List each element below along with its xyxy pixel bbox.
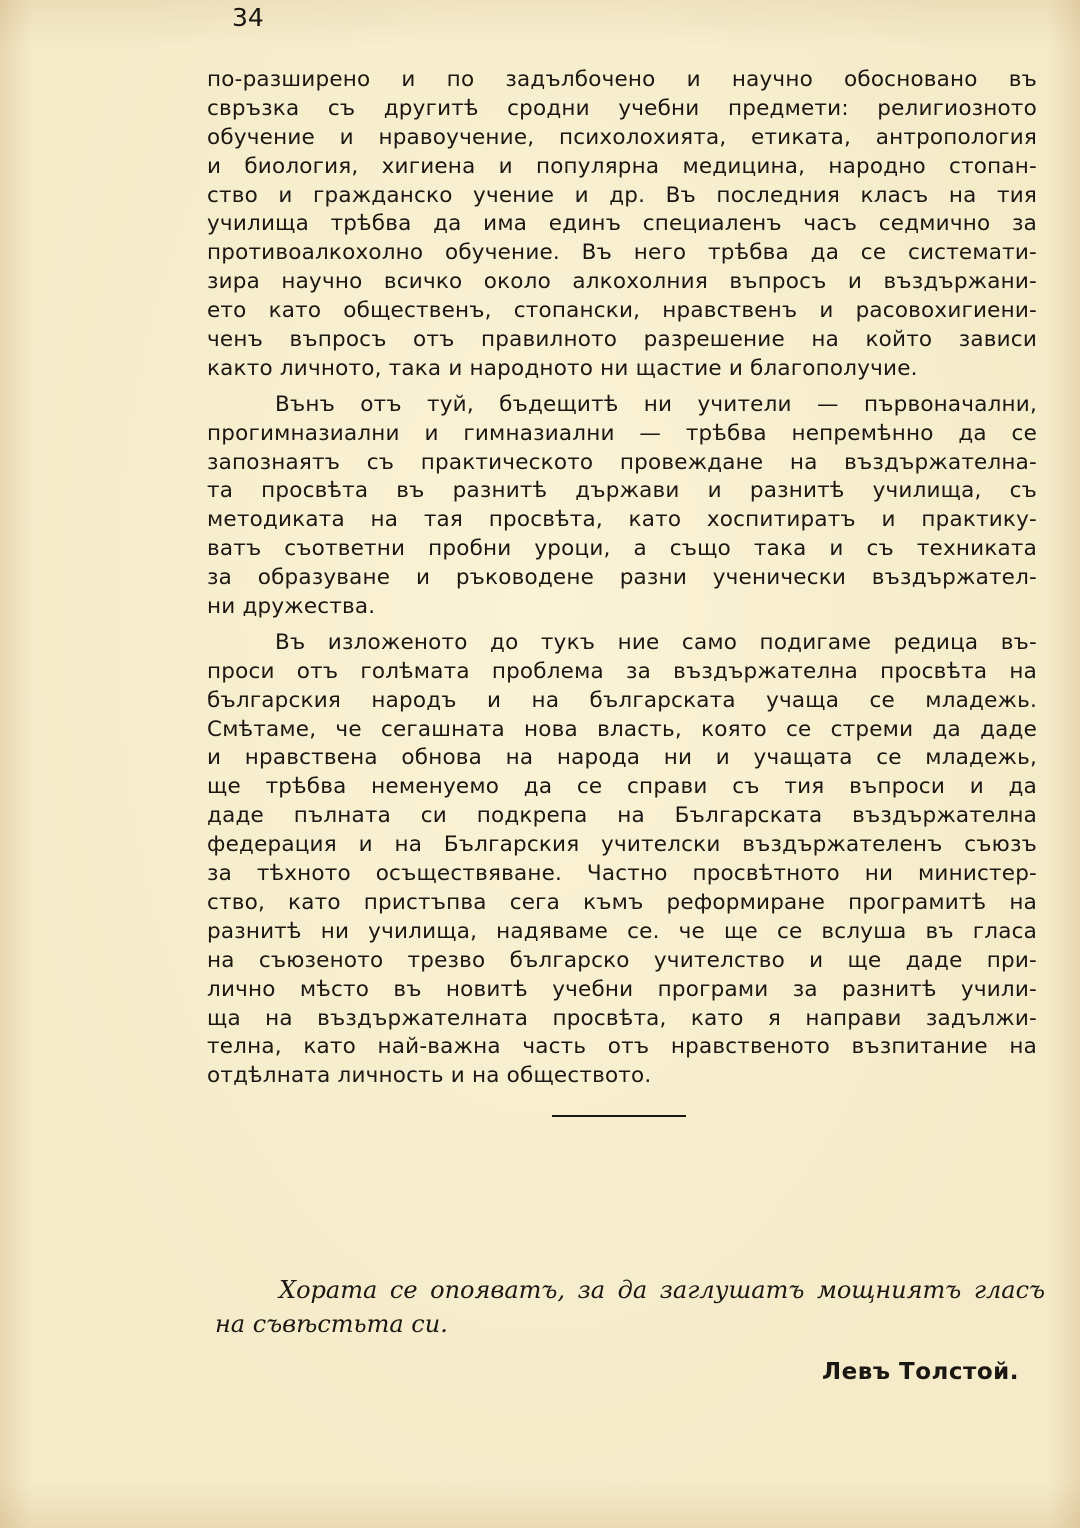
text-line: запознаятъ съ практическото провеждане на въздържателна- bbox=[207, 449, 1037, 475]
paragraph-gap bbox=[207, 622, 1037, 629]
text-line: ватъ съответни пробни уроци, а също така и съ техниката bbox=[207, 536, 1037, 562]
text-line: методиката на тая просвѣта, като хоспитиратъ и практику- bbox=[207, 507, 1037, 533]
text-line: и биология, хигиена и популярна медицина, народно стопан- bbox=[207, 153, 1037, 179]
text-line: ето като общественъ, стопански, нравственъ и расовохигиени- bbox=[207, 298, 1037, 324]
quote-line: Хората се опояватъ, за да заглушатъ мощниятъ гласъ bbox=[279, 1276, 1045, 1304]
text-line: телна, като най-важна часть отъ нравственото възпитание на bbox=[207, 1034, 1037, 1060]
text-line: Въ изложеното до тукъ ние само подигаме редица въ- bbox=[275, 629, 1037, 655]
text-line: та просвѣта въ разнитѣ държави и разнитѣ училища, съ bbox=[207, 478, 1037, 504]
body-text bbox=[207, 66, 1037, 1091]
text-line: отдѣлната личность и на обществото. bbox=[207, 1063, 652, 1089]
text-line: училища трѣбва да има единъ специаленъ часъ седмично за bbox=[207, 211, 1037, 237]
quote-author: Левъ Толстой. bbox=[822, 1359, 1020, 1385]
text-line: прогимназиални и гимназиални — трѣбва непремѣнно да се bbox=[207, 420, 1037, 446]
text-line: ща на въздържателната просвѣта, като я направи задължи- bbox=[207, 1005, 1037, 1031]
text-line: по-разширено и по задълбочено и научно обосновано въ bbox=[207, 67, 1037, 92]
text-line: за образуване и ръководене разни ученически въздържател- bbox=[207, 565, 1037, 591]
page-number: 34 bbox=[232, 3, 264, 32]
text-line: българския народъ и на българската учаща се младежь. bbox=[207, 687, 1037, 713]
text-line: обучение и нравоучение, психолохията, етиката, антропология bbox=[207, 124, 1037, 150]
text-line: Вънъ отъ туй, бъдещитѣ ни учители — първоначални, bbox=[275, 391, 1037, 417]
text-line: ство и гражданско учение и др. Въ последния класъ на тия bbox=[207, 182, 1037, 208]
text-line: разнитѣ ни училища, надяваме се. че ще се вслуша въ гласа bbox=[207, 918, 1037, 944]
text-line: лично мѣсто въ новитѣ учебни програми за разнитѣ учили- bbox=[207, 976, 1037, 1002]
text-line: Смѣтаме, че сегашната нова власть, която се стреми да даде bbox=[207, 716, 1037, 742]
paragraph-1 bbox=[207, 66, 1037, 384]
text-line: проси отъ голѣмата проблема за въздържателна просвѣта на bbox=[207, 658, 1037, 684]
text-line: ство, като пристъпва сега къмъ реформиране програмитѣ на bbox=[207, 889, 1037, 915]
text-line: ще трѣбва неменуемо да се справи съ тия въпроси и да bbox=[207, 774, 1037, 800]
paragraph-gap bbox=[207, 384, 1037, 391]
paragraph-3 bbox=[207, 629, 1037, 1091]
text-line: даде пълната си подкрепа на Българската въздържателна bbox=[207, 803, 1037, 829]
epigraph-quote bbox=[215, 1273, 1045, 1341]
text-line: както личното, така и народното ни щастие и благополучие. bbox=[207, 355, 918, 381]
text-line: противоалкохолно обучение. Въ него трѣбва да се системати- bbox=[207, 240, 1037, 266]
text-line: свръзка съ другитѣ сродни учебни предмети: религиозното bbox=[207, 95, 1037, 121]
text-line: зира научно всичко около алкохолния въпросъ и въздържани- bbox=[207, 269, 1037, 295]
paragraph-2 bbox=[207, 391, 1037, 622]
text-line: за тѣхното осъществяване. Частно просвѣтното ни министер- bbox=[207, 861, 1037, 887]
text-line: ченъ въпросъ отъ правилното разрешение на който зависи bbox=[207, 327, 1037, 353]
section-divider bbox=[552, 1115, 686, 1117]
text-line: ни дружества. bbox=[207, 594, 376, 620]
text-line: федерация и на Българския учителски въздържателенъ съюзъ bbox=[207, 832, 1037, 858]
text-line: и нравствена обнова на народа ни и учащата се младежь, bbox=[207, 745, 1037, 771]
text-line: на съюзеното трезво българско учителство и ще даде при- bbox=[207, 947, 1037, 973]
quote-line: на съвѣстьта си. bbox=[215, 1310, 448, 1338]
